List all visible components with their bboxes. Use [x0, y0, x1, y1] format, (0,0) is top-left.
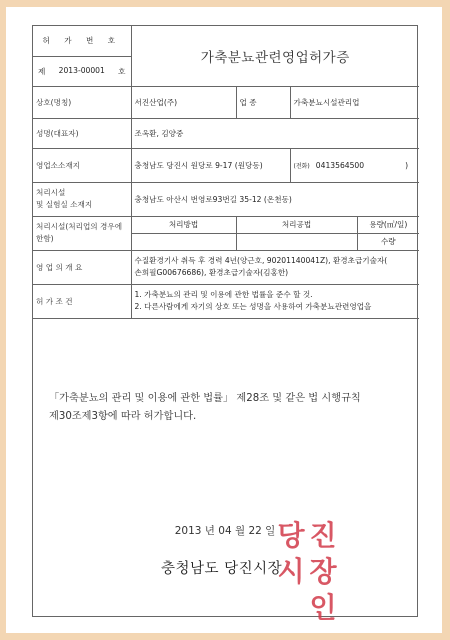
treatment-label: 처리시설(처리업의 경우에 한함) [33, 216, 131, 250]
official-seal [275, 518, 339, 624]
permit-document [32, 25, 418, 624]
address-label: 영업소소재지 [33, 148, 131, 182]
permit-number-label: 허 가 번 호 [33, 26, 131, 56]
facility-label [33, 182, 131, 216]
facility-label-line-2: 및 실험실 소재지 [36, 200, 93, 209]
phone-close: ) [405, 160, 409, 170]
business-type-value: 가축분뇨시설관리업 [290, 86, 419, 118]
col-method: 처리방법 [131, 216, 236, 233]
tech-line-2: 손희필G00676686), 환경초급기술자(김홍한) [134, 268, 289, 277]
company-value: 서진산업(주) [131, 86, 236, 118]
treatment-process-value [236, 233, 357, 250]
facility-value: 충청남도 아산시 번영로93번길 35-12 (온천동) [131, 182, 419, 216]
company-label: 상호(명칭) [33, 86, 131, 118]
seal-char-1: 당 [277, 519, 305, 552]
permit-number-cell [33, 56, 131, 86]
permit-form-table [33, 26, 419, 319]
statement-line-1: 「가축분뇨의 관리 및 이용에 관한 법률」 제28조 및 같은 법 시행규칙 [49, 393, 361, 404]
condition-value [131, 284, 419, 318]
phone-value: 0413564500 [315, 160, 365, 170]
condition-label: 허 가 조 건 [33, 284, 131, 318]
permit-number-prefix: 제 [38, 66, 46, 76]
condition-2: 2. 다른사람에게 자기의 상호 또는 성명을 사용하여 가축분뇨관련영업을 [134, 302, 372, 311]
tech-value [131, 250, 419, 284]
issuer-name: 충청남도 당진시장 [161, 561, 283, 577]
seal-char-3: 시 [277, 555, 305, 588]
phone-cell [290, 148, 419, 182]
facility-label-line-1: 처리시설 [36, 188, 66, 197]
seal-char-2: 진 [309, 519, 337, 552]
page-frame [6, 7, 442, 633]
col-capacity: 용량(㎥/일) [357, 216, 419, 233]
seal-char-4: 장인 [309, 555, 337, 624]
col-process: 처리공법 [236, 216, 357, 233]
permit-number: 2013-00001 [58, 65, 105, 75]
condition-1: 1. 가축분뇨의 관리 및 이용에 관한 법률을 준수 할 것. [134, 290, 313, 299]
tech-label: 영 업 의 개 요 [33, 250, 131, 284]
permit-number-suffix: 호 [118, 66, 126, 76]
tech-line-1: 수질환경기사 취득 후 경력 4년(양근호, 90201140041Z), 환경초급기술자( [134, 256, 388, 265]
document-title: 가축분뇨관련영업허가증 [131, 26, 419, 86]
issue-date: 2013 년 04 월 22 일 [174, 525, 276, 537]
phone-tag: (전화) [293, 162, 310, 170]
business-type-label: 업 종 [236, 86, 290, 118]
representative-label: 성명(대표자) [33, 118, 131, 148]
treatment-method-value [131, 233, 236, 250]
representative-value: 조옥환, 김양중 [131, 118, 419, 148]
col-count: 수량 [357, 233, 419, 250]
statement-line-2: 제30조제3항에 따라 허가합니다. [49, 411, 197, 422]
address-value: 충청남도 당진시 원당로 9-17 (원당동) [131, 148, 290, 182]
permit-statement [49, 390, 409, 426]
